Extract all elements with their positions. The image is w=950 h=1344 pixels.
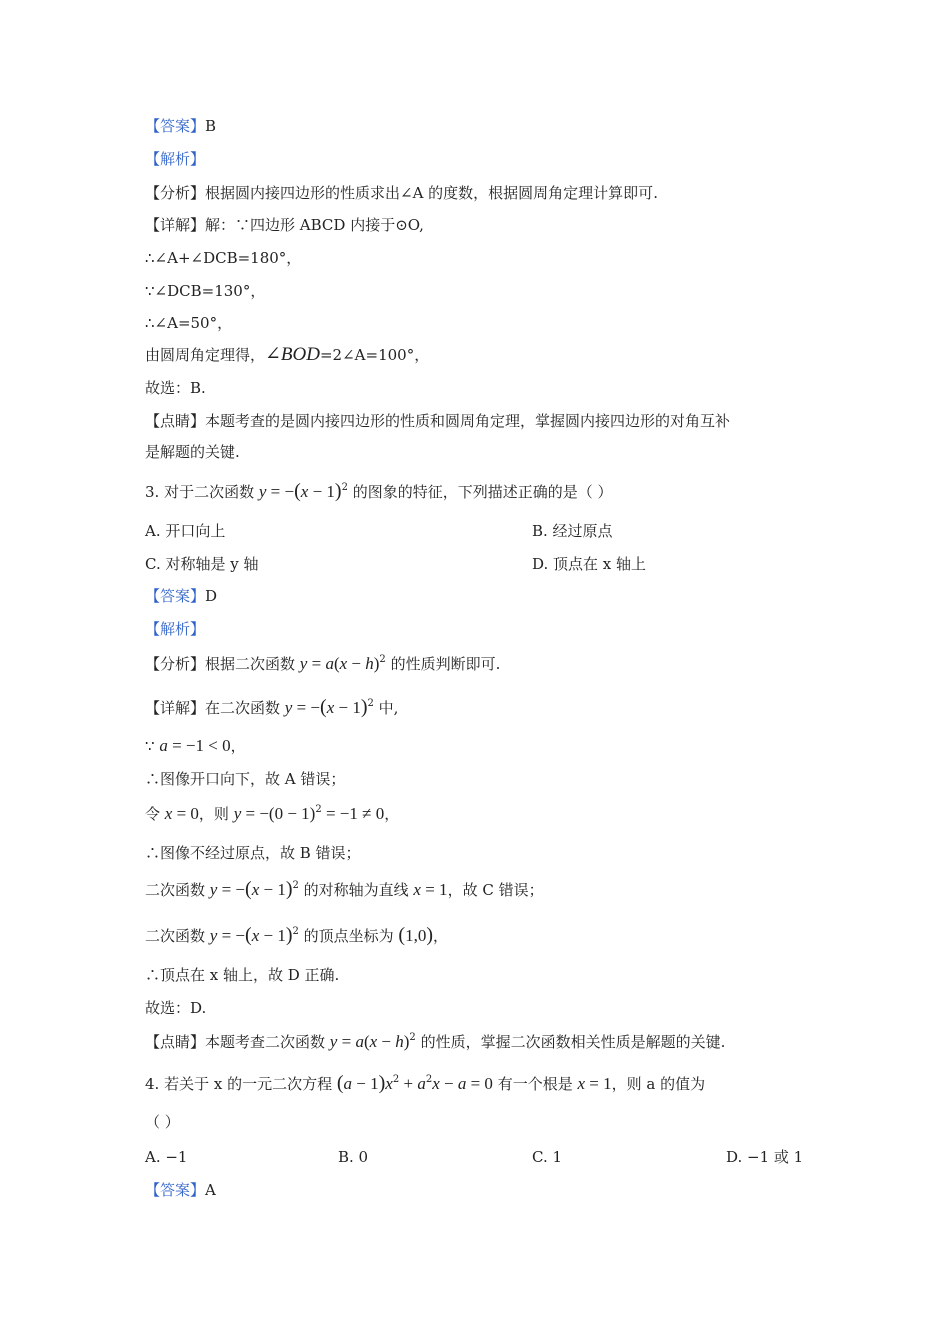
- step-text: 二次函数: [145, 927, 210, 945]
- answer-value: D: [205, 587, 218, 605]
- q3-step-1: ∵ a = −1 < 0，: [145, 736, 246, 755]
- stem-text: 的图象的特征，下列描述正确的是（ ）: [347, 483, 613, 501]
- fenxi-tag: 【分析】: [145, 655, 206, 673]
- dianjing-text: 的性质，掌握二次函数相关性质是解题的关键.: [415, 1033, 726, 1051]
- q4-stem: 4. 若关于 x 的一元二次方程 $(a - 1)x^2 + a^2x - a = 0$ 有一个根是 x = 1，则 a 的值为: [145, 1072, 706, 1094]
- step-text: 令: [145, 805, 165, 823]
- dianjing-tag: 【点睛】: [145, 412, 206, 430]
- detail-text: 在二次函数: [205, 699, 285, 717]
- q3-dianjing-line: 【点睛】本题考查二次函数 $y = a(x - h)^2$ 的性质，掌握二次函数相关性质是解题的关键.: [145, 1032, 726, 1051]
- analysis-tag: 【解析】: [145, 150, 206, 168]
- q2-step-4: [145, 345, 429, 365]
- q4-option-a: A. −1: [145, 1148, 188, 1166]
- fenxi-text: 根据二次函数: [205, 655, 300, 673]
- q3-step-6: 二次函数 $y = -(x - 1)^2$ 的顶点坐标为 (1,0)，: [145, 924, 449, 946]
- step-text: 的顶点坐标为: [298, 927, 399, 945]
- step-text: 二次函数: [145, 881, 210, 899]
- q3-option-a: A. 开口向上: [145, 522, 226, 540]
- q4-paren: （ ）: [145, 1113, 180, 1131]
- q4-answer-line: [145, 1180, 216, 1200]
- q2-analysis-line: [145, 149, 205, 169]
- step-text: ，则: [198, 805, 234, 823]
- analysis-tag: 【解析】: [145, 620, 206, 638]
- step-text: ，: [384, 805, 400, 823]
- fenxi-text: 的性质判断即可.: [385, 655, 501, 673]
- q2-answer-line: [145, 116, 216, 136]
- q4-option-d: D. −1 或 1: [726, 1148, 804, 1166]
- q3-step-7: ∴顶点在 x 轴上，故 D 正确.: [145, 966, 340, 984]
- q3-choice-line: 故选：D.: [145, 999, 207, 1017]
- math-angle-bod: ∠BOD: [265, 344, 320, 365]
- q3-step-4: ∴图像不经过原点，故 B 错误；: [145, 844, 361, 862]
- q3-option-b: B. 经过原点: [532, 522, 613, 540]
- answer-tag: 【答案】: [145, 1181, 206, 1199]
- dianjing-text: 本题考查的是圆内接四边形的性质和圆周角定理，掌握圆内接四边形的对角互补: [205, 412, 731, 430]
- q3-stem: 3. 对于二次函数 $y = -(x - 1)^2$ 的图象的特征，下列描述正确的是（ ）: [145, 480, 613, 502]
- q3-option-c: C. 对称轴是 y 轴: [145, 555, 259, 573]
- q2-dianjing-line-1: [145, 411, 730, 431]
- q2-dianjing-line-2: 是解题的关键.: [145, 443, 240, 461]
- step-text: 由圆周角定理得，: [145, 346, 266, 364]
- detail-tag: 【详解】: [145, 699, 206, 717]
- q2-choice-line: 故选：B.: [145, 379, 206, 397]
- q2-fenxi-line: [145, 183, 658, 203]
- fenxi-tag: 【分析】: [145, 184, 206, 202]
- q2-detail-line: [145, 215, 424, 235]
- math-function: y: [258, 482, 267, 501]
- dianjing-text: 本题考查二次函数: [205, 1033, 330, 1051]
- step-text: =2∠A=100°，: [319, 346, 430, 364]
- stem-text: ，则 a 的值为: [611, 1075, 706, 1093]
- detail-text: 解：∵四边形 ABCD 内接于⊙O,: [205, 216, 424, 234]
- step-text: ，: [230, 737, 246, 755]
- step-text: ，: [433, 927, 449, 945]
- stem-text: 有一个根是: [492, 1075, 578, 1093]
- stem-text: 4. 若关于 x 的一元二次方程: [145, 1075, 337, 1093]
- answer-tag: 【答案】: [145, 587, 206, 605]
- q3-answer-line: [145, 586, 217, 606]
- stem-text: 3. 对于二次函数: [145, 483, 259, 501]
- q3-detail-line: 【详解】在二次函数 $y = -(x - 1)^2$ 中,: [145, 696, 399, 718]
- q2-step-3: ∴∠A=50°，: [145, 314, 233, 332]
- step-text: 的对称轴为直线: [298, 881, 414, 899]
- answer-value: A: [205, 1181, 216, 1199]
- q3-option-d: D. 顶点在 x 轴上: [532, 555, 647, 573]
- detail-tag: 【详解】: [145, 216, 206, 234]
- answer-tag: 【答案】: [145, 117, 206, 135]
- q3-step-2: ∴图像开口向下，故 A 错误；: [145, 770, 346, 788]
- q4-option-b: B. 0: [338, 1148, 369, 1166]
- q3-step-3: 令 x = 0，则 $y = -(0 - 1)^2 = -1 \ne 0$，: [145, 804, 400, 823]
- q4-option-c: C. 1: [532, 1148, 563, 1166]
- q3-step-5: 二次函数 $y = -(x - 1)^2$ 的对称轴为直线 x = 1，故 C 错误；: [145, 878, 544, 900]
- q3-analysis-line: [145, 619, 205, 639]
- q2-step-2: ∵∠DCB=130°，: [145, 282, 266, 300]
- step-text: ，故 C 错误；: [447, 881, 544, 899]
- answer-value: B: [205, 117, 217, 135]
- q2-step-1: ∴∠A+∠DCB=180°，: [145, 249, 302, 267]
- fenxi-text: 根据圆内接四边形的性质求出∠A 的度数，根据圆周角定理计算即可.: [205, 184, 658, 202]
- dianjing-tag: 【点睛】: [145, 1033, 206, 1051]
- detail-text: 中,: [373, 699, 399, 717]
- q3-fenxi-line: 【分析】根据二次函数 $y = a(x - h)^2$ 的性质判断即可.: [145, 654, 501, 673]
